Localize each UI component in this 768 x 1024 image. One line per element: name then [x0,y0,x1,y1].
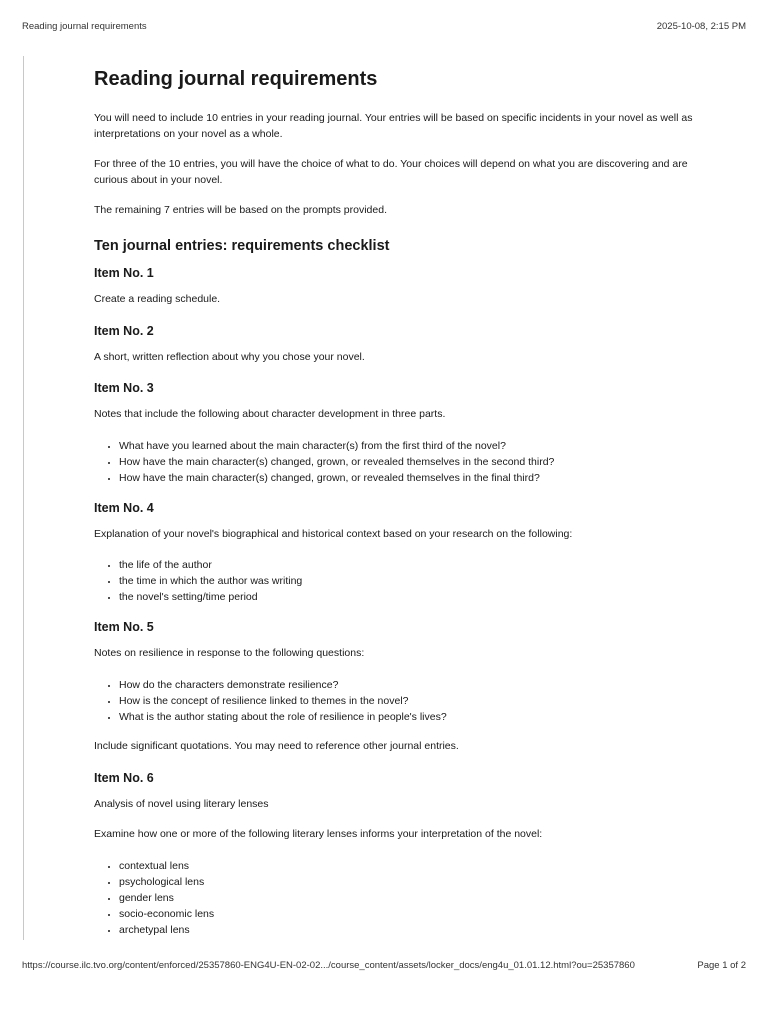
item-text: Create a reading schedule. [94,292,221,305]
item-5 [94,619,694,754]
item-heading: Item No. 3 [94,381,154,396]
print-footer-url: https://course.ilc.tvo.org/content/enforced/25357860-ENG4U-EN-02-02.../course_content/assets/locker_docs/eng4u_01.01.12.html?ou=25357860 [22,960,635,971]
list-item: • psychological lens [119,874,694,890]
list-item: • What have you learned about the main character(s) from the first third of the novel? [119,438,694,454]
checklist-heading: Ten journal entries: requirements checklist [94,237,390,254]
list-item: • socio-economic lens [119,906,694,922]
item-heading: Item No. 4 [94,500,154,515]
list-item: • gender lens [119,890,694,906]
intro-paragraph-3: The remaining 7 entries will be based on the prompts provided. [94,204,387,217]
list-item: • How have the main character(s) changed, grown, or revealed themselves in the final third? [119,470,694,486]
bullet-list [94,557,694,605]
item-text-secondary: Examine how one or more of the following literary lenses informs your interpretation of the novel: [94,828,543,841]
item-text: Notes that include the following about character development in three parts. [94,408,446,421]
print-header-title: Reading journal requirements [22,21,147,32]
item-text: Notes on resilience in response to the following questions: [94,647,365,660]
bullet-list [94,858,694,938]
print-footer [22,960,746,971]
item-heading: Item No. 1 [94,265,154,280]
list-item: • the time in which the author was writing [119,573,694,589]
intro-paragraph-2: For three of the 10 entries, you will have the choice of what to do. Your choices will depend on what you are discovering and are curious about in your novel. [94,158,688,186]
print-footer-page: Page 1 of 2 [697,960,746,971]
list-item: • the life of the author [119,557,694,573]
item-heading: Item No. 6 [94,770,154,785]
intro-paragraph-1: You will need to include 10 entries in your reading journal. Your entries will be based on specific incidents in your novel as well as interpretations on your novel as a whole. [94,112,693,140]
item-text: Explanation of your novel's biographical and historical context based on your research on the following: [94,527,573,540]
left-margin-rule [23,56,24,940]
document-content [94,64,694,952]
list-item: • archetypal lens [119,922,694,938]
list-item: • How do the characters demonstrate resilience? [119,677,694,693]
item-heading: Item No. 5 [94,620,154,635]
item-heading: Item No. 2 [94,323,154,338]
list-item: • What is the author stating about the role of resilience in people's lives? [119,709,694,725]
item-2 [94,323,694,366]
item-text: A short, written reflection about why you chose your novel. [94,350,365,363]
item-3 [94,380,694,486]
bullet-list [94,677,694,725]
list-item: • How have the main character(s) changed, grown, or revealed themselves in the second third? [119,454,694,470]
print-header-datetime: 2025-10-08, 2:15 PM [656,21,746,32]
item-1 [94,265,694,308]
bullet-list [94,438,694,486]
item-6 [94,770,694,938]
item-4 [94,500,694,606]
print-header [22,21,746,32]
item-note: Include significant quotations. You may need to reference other journal entries. [94,739,459,752]
list-item: • How is the concept of resilience linked to themes in the novel? [119,693,694,709]
list-item: • the novel's setting/time period [119,589,694,605]
page-title: Reading journal requirements [94,68,378,90]
list-item: • contextual lens [119,858,694,874]
item-text: Analysis of novel using literary lenses [94,797,269,810]
